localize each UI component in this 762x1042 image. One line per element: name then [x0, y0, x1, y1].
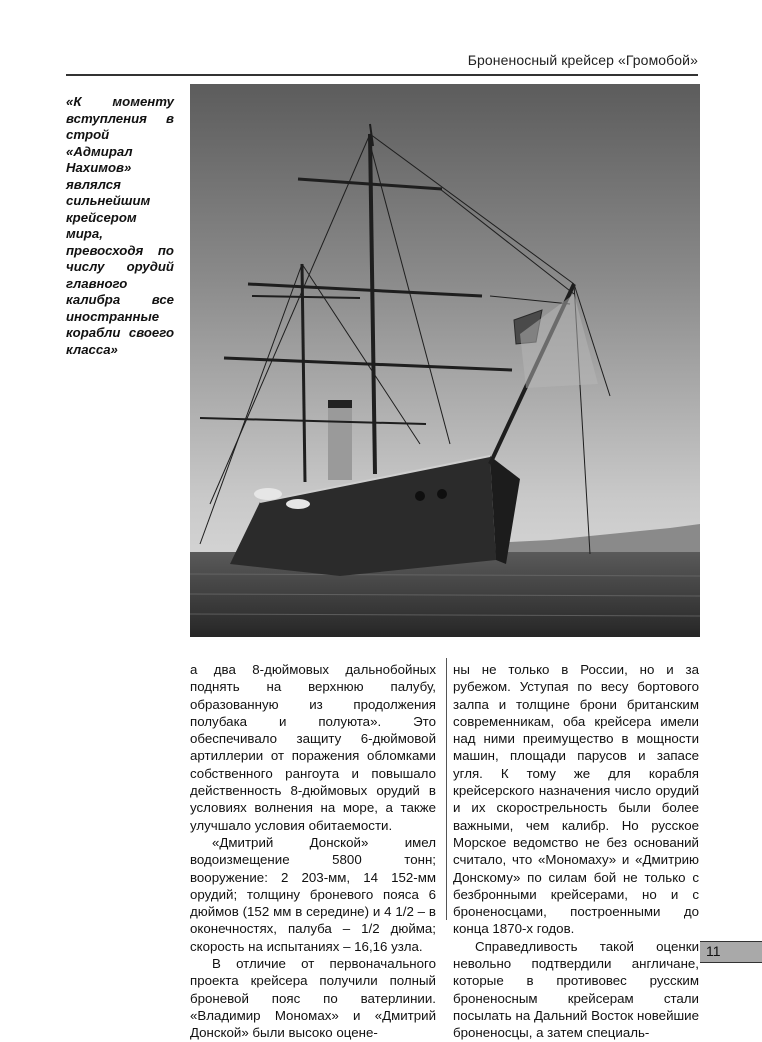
paragraph: а два 8-дюймовых дальнобойных поднять на верхнюю палубу, образованную из продолжения полубака и полуюта». Это обеспечивало защиту 6-дюймовой артиллерии от поражения обломками собственного рангоута и повышало действенность 8-дюймовых орудий в условиях волнения на море, а также улучшало условия обитаемости.	[190, 662, 436, 833]
pull-quote: «К моменту вступления в строй «Адмирал Нахимов» являлся сильнейшим крейсером мира, превосходя по числу орудий главного калибра все иностранные корабли своего класса»	[66, 94, 174, 357]
ship-photo	[190, 84, 700, 637]
body-column-left	[190, 661, 436, 1042]
page-number: 11	[706, 943, 721, 959]
paragraph: Справедливость такой оценки невольно подтвердили англичане, которые в противовес русским броненосным крейсерам стали посылать на Дальний Восток новейшие броненосцы, а затем специаль-	[453, 938, 699, 1041]
paragraph: ны не только в России, но и за рубежом. Уступая по весу бортового залпа и толщине брони британским современникам, оба крейсера имели над ними преимущество в мощности машин, площади парусов и запасе угля. К тому же для корабля крейсерского назначения число орудий и их скорострельность были более важными, чем калибр. Но русское Морское ведомство не без оснований считало, что «Мономаху» и «Дмитрию Донскому» по силам бой не только с безбронными крейсерами, но и с броненосцами, построенными до конца 1870-х годов.	[453, 662, 699, 937]
page-number-tab	[700, 941, 762, 963]
running-title: Броненосный крейсер «Громобой»	[467, 52, 698, 68]
column-divider	[446, 658, 447, 920]
paragraph: «Дмитрий Донской» имел водоизмещение 5800 тонн; вооружение: 2 203-мм, 14 152-мм орудий; толщину броневого пояса 6 дюймов (152 мм в середине) и 4 1/2 – в оконечностях, палуба – 1/2 дюйма; скорость на испытаниях – 16,16 узла.	[190, 834, 436, 954]
body-column-right	[453, 661, 699, 1042]
header-rule	[66, 74, 698, 76]
paragraph: В отличие от первоначального проекта крейсера получили полный броневой пояс по ватерлинии. «Владимир Мономах» и «Дмитрий Донской» были высоко оцене-	[190, 956, 436, 1041]
